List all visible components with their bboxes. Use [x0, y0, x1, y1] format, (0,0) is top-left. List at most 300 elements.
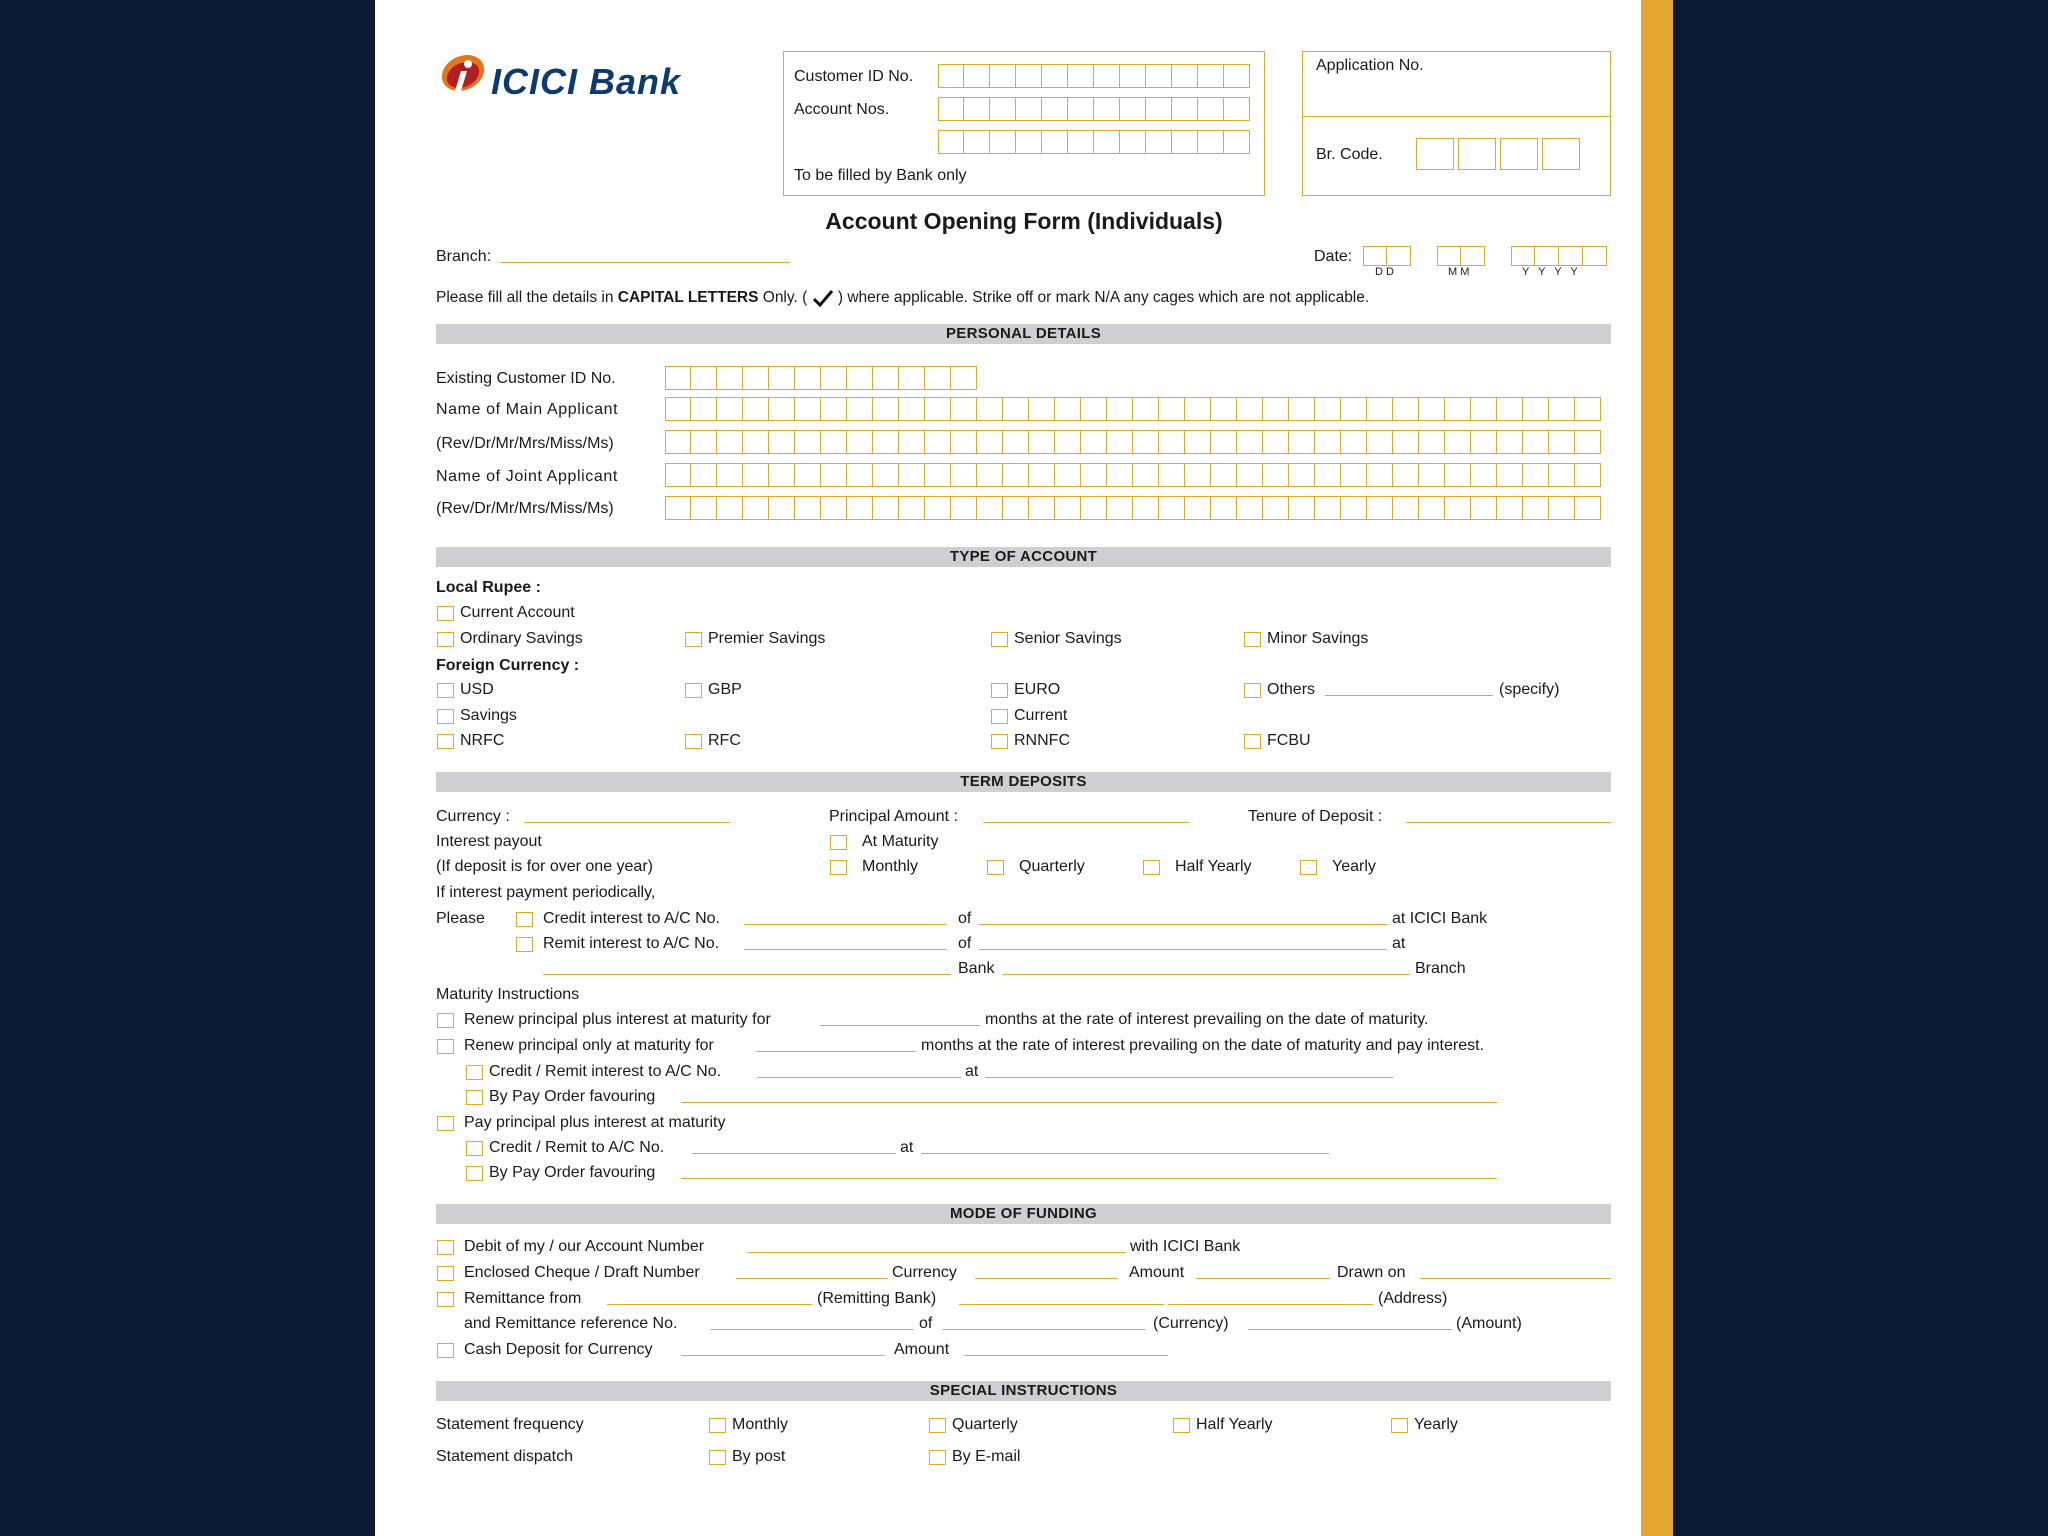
char-cell[interactable]: [847, 430, 873, 454]
char-cell[interactable]: [1393, 397, 1419, 421]
char-cell[interactable]: [925, 366, 951, 390]
char-cell[interactable]: [1003, 496, 1029, 520]
char-cell[interactable]: [795, 430, 821, 454]
char-cell[interactable]: [1523, 496, 1549, 520]
char-cell[interactable]: [899, 496, 925, 520]
char-cell[interactable]: [665, 397, 691, 421]
branch-field[interactable]: [500, 262, 790, 263]
char-cell[interactable]: [691, 496, 717, 520]
char-cell[interactable]: [1419, 397, 1445, 421]
gbp-label: GBP: [708, 681, 742, 698]
char-cell[interactable]: [1198, 64, 1224, 88]
char-cell[interactable]: [1497, 496, 1523, 520]
char-cell[interactable]: [717, 366, 743, 390]
date-yyyy-cells[interactable]: [1511, 246, 1607, 266]
char-cell[interactable]: [964, 64, 990, 88]
char-cell[interactable]: [1471, 397, 1497, 421]
at-icici-label: at ICICI Bank: [1392, 910, 1488, 927]
euro-checkbox[interactable]: [991, 683, 1008, 698]
char-cell[interactable]: [1120, 64, 1146, 88]
char-cell[interactable]: [717, 397, 743, 421]
char-cell[interactable]: [977, 496, 1003, 520]
char-cell[interactable]: [951, 397, 977, 421]
char-cell[interactable]: [1393, 496, 1419, 520]
char-cell[interactable]: [821, 496, 847, 520]
credit-remit-at3-label: at: [900, 1139, 914, 1156]
char-cell[interactable]: [1172, 97, 1198, 121]
char-cell[interactable]: [769, 397, 795, 421]
account-no-cells-1[interactable]: [938, 97, 1250, 121]
char-cell[interactable]: [1263, 430, 1289, 454]
at-maturity-checkbox[interactable]: [830, 835, 847, 850]
char-cell[interactable]: [1029, 463, 1055, 487]
char-cell[interactable]: [691, 463, 717, 487]
char-cell[interactable]: [1211, 430, 1237, 454]
char-cell[interactable]: [1003, 430, 1029, 454]
char-cell[interactable]: [938, 97, 964, 121]
char-cell[interactable]: [1081, 496, 1107, 520]
char-cell[interactable]: [951, 366, 977, 390]
existing-id-cells[interactable]: [665, 366, 977, 390]
char-cell[interactable]: [1497, 430, 1523, 454]
foreign-currency-label: Foreign Currency :: [436, 657, 580, 674]
remittance-checkbox[interactable]: [437, 1292, 454, 1307]
char-cell[interactable]: [1237, 397, 1263, 421]
credit-remit-field[interactable]: [692, 1153, 896, 1154]
char-cell[interactable]: [821, 463, 847, 487]
rfc-checkbox[interactable]: [685, 734, 702, 749]
char-cell[interactable]: [1185, 463, 1211, 487]
char-cell[interactable]: [1003, 397, 1029, 421]
char-cell[interactable]: [1003, 463, 1029, 487]
char-cell[interactable]: [1185, 430, 1211, 454]
remitting-bank-field[interactable]: [959, 1304, 1164, 1305]
char-cell[interactable]: [1263, 463, 1289, 487]
char-cell[interactable]: [691, 366, 717, 390]
char-cell[interactable]: [847, 397, 873, 421]
char-cell[interactable]: [1081, 430, 1107, 454]
char-cell[interactable]: [1081, 463, 1107, 487]
credit-of-label: of: [958, 910, 972, 927]
char-cell[interactable]: [1107, 496, 1133, 520]
application-divider: [1302, 116, 1611, 117]
cash-deposit-checkbox[interactable]: [437, 1343, 454, 1358]
renew-p-months-field[interactable]: [756, 1051, 916, 1052]
char-cell[interactable]: [1055, 496, 1081, 520]
char-cell[interactable]: [1341, 496, 1367, 520]
renew-pi-checkbox[interactable]: [437, 1013, 454, 1028]
char-cell[interactable]: [717, 463, 743, 487]
remit-branch-field[interactable]: [1002, 974, 1410, 975]
char-cell[interactable]: [665, 463, 691, 487]
char-cell[interactable]: [769, 366, 795, 390]
char-cell[interactable]: [1237, 463, 1263, 487]
current-account-checkbox[interactable]: [437, 606, 454, 621]
char-cell[interactable]: [1583, 246, 1607, 266]
char-cell[interactable]: [743, 463, 769, 487]
char-cell[interactable]: [1437, 246, 1461, 266]
ordinary-savings-checkbox[interactable]: [437, 632, 454, 647]
char-cell[interactable]: [821, 397, 847, 421]
stmt-monthly-checkbox[interactable]: [709, 1418, 726, 1433]
char-cell[interactable]: [1289, 430, 1315, 454]
char-cell[interactable]: [1341, 430, 1367, 454]
section-term-deposits: TERM DEPOSITS: [436, 772, 1611, 792]
date-mm-cells[interactable]: [1437, 246, 1485, 266]
char-cell[interactable]: [1341, 463, 1367, 487]
char-cell[interactable]: [1315, 430, 1341, 454]
char-cell[interactable]: [1575, 463, 1601, 487]
char-cell[interactable]: [1107, 463, 1133, 487]
char-cell[interactable]: [795, 397, 821, 421]
char-cell[interactable]: [1497, 463, 1523, 487]
customer-id-cells[interactable]: [938, 64, 1250, 88]
char-cell[interactable]: [1419, 430, 1445, 454]
stmt-quarterly-checkbox[interactable]: [929, 1418, 946, 1433]
remitting-address-field[interactable]: [1168, 1304, 1373, 1305]
char-cell[interactable]: [1559, 246, 1583, 266]
char-cell[interactable]: [925, 463, 951, 487]
char-cell[interactable]: [1237, 430, 1263, 454]
credit-interest-checkbox[interactable]: [516, 912, 533, 927]
char-cell[interactable]: [1198, 97, 1224, 121]
joint-applicant-cells-2[interactable]: [665, 496, 1601, 520]
payout-yearly-checkbox[interactable]: [1300, 860, 1317, 875]
nrfc-checkbox[interactable]: [437, 734, 454, 749]
remit-interest-ac-field[interactable]: [744, 949, 947, 950]
char-cell[interactable]: [1549, 430, 1575, 454]
credit-remit-checkbox[interactable]: [466, 1141, 483, 1156]
debit-checkbox[interactable]: [437, 1240, 454, 1255]
char-cell[interactable]: [1549, 397, 1575, 421]
char-cell[interactable]: [1471, 430, 1497, 454]
renew-p-checkbox[interactable]: [437, 1039, 454, 1054]
dispatch-email-checkbox[interactable]: [929, 1450, 946, 1465]
char-cell[interactable]: [1068, 64, 1094, 88]
pay-order-2-field[interactable]: [681, 1178, 1497, 1179]
char-cell[interactable]: [1367, 397, 1393, 421]
char-cell[interactable]: [899, 430, 925, 454]
char-cell[interactable]: [899, 366, 925, 390]
char-cell[interactable]: [1159, 430, 1185, 454]
char-cell[interactable]: [1159, 397, 1185, 421]
char-cell[interactable]: [1445, 397, 1471, 421]
char-cell[interactable]: [1419, 463, 1445, 487]
char-cell[interactable]: [873, 463, 899, 487]
remit-interest-checkbox[interactable]: [516, 937, 533, 952]
char-cell[interactable]: [925, 430, 951, 454]
char-cell[interactable]: [1224, 130, 1250, 154]
credit-remit-interest-checkbox[interactable]: [466, 1065, 483, 1080]
cheque-amount-field[interactable]: [1196, 1278, 1330, 1279]
char-cell[interactable]: [1016, 97, 1042, 121]
char-cell[interactable]: [769, 496, 795, 520]
char-cell[interactable]: [1523, 397, 1549, 421]
char-cell[interactable]: [1042, 130, 1068, 154]
cheque-checkbox[interactable]: [437, 1266, 454, 1281]
credit-remit-at-field[interactable]: [985, 1077, 1393, 1078]
char-cell[interactable]: [1094, 97, 1120, 121]
char-cell[interactable]: [1120, 97, 1146, 121]
char-cell[interactable]: [1107, 397, 1133, 421]
char-cell[interactable]: [1575, 397, 1601, 421]
char-cell[interactable]: [821, 366, 847, 390]
char-cell[interactable]: [1094, 64, 1120, 88]
char-cell[interactable]: [847, 496, 873, 520]
char-cell[interactable]: [1575, 496, 1601, 520]
cheque-currency-field[interactable]: [975, 1278, 1118, 1279]
main-applicant-cells-2[interactable]: [665, 430, 1601, 454]
renew-pi-months-field[interactable]: [820, 1025, 980, 1026]
char-cell[interactable]: [1315, 496, 1341, 520]
char-cell[interactable]: [1133, 463, 1159, 487]
cash-amount-field[interactable]: [964, 1355, 1168, 1356]
drawn-on-field[interactable]: [1420, 1278, 1611, 1279]
char-cell[interactable]: [1211, 463, 1237, 487]
payout-monthly-checkbox[interactable]: [830, 860, 847, 875]
char-cell[interactable]: [977, 430, 1003, 454]
interest-payout-label: Interest payout: [436, 833, 542, 850]
char-cell[interactable]: [1511, 246, 1535, 266]
char-cell[interactable]: [1523, 463, 1549, 487]
char-cell[interactable]: [1094, 130, 1120, 154]
credit-remit-at3-field[interactable]: [921, 1153, 1329, 1154]
char-cell[interactable]: [925, 397, 951, 421]
char-cell[interactable]: [1315, 463, 1341, 487]
char-cell[interactable]: [951, 463, 977, 487]
char-cell[interactable]: [821, 430, 847, 454]
td-currency-field[interactable]: [524, 822, 730, 823]
char-cell[interactable]: [1224, 64, 1250, 88]
account-nos-label: Account Nos.: [794, 101, 890, 118]
remittance-from-field[interactable]: [607, 1304, 812, 1305]
pay-pi-checkbox[interactable]: [437, 1116, 454, 1131]
char-cell[interactable]: [1461, 246, 1485, 266]
char-cell[interactable]: [795, 463, 821, 487]
char-cell[interactable]: [1211, 496, 1237, 520]
fcbu-checkbox[interactable]: [1244, 734, 1261, 749]
credit-interest-ac-field[interactable]: [744, 924, 947, 925]
char-cell[interactable]: [1172, 130, 1198, 154]
char-cell[interactable]: [1146, 64, 1172, 88]
char-cell[interactable]: [1224, 97, 1250, 121]
char-cell[interactable]: [964, 130, 990, 154]
main-applicant-cells-1[interactable]: [665, 397, 1601, 421]
char-cell[interactable]: [1042, 97, 1068, 121]
debit-account-field[interactable]: [748, 1252, 1126, 1253]
char-cell[interactable]: [1445, 430, 1471, 454]
char-cell[interactable]: [717, 430, 743, 454]
char-cell[interactable]: [1133, 397, 1159, 421]
char-cell[interactable]: [1146, 97, 1172, 121]
char-cell[interactable]: [1445, 496, 1471, 520]
joint-applicant-cells-1[interactable]: [665, 463, 1601, 487]
td-principal-field[interactable]: [983, 822, 1189, 823]
char-cell[interactable]: [1263, 496, 1289, 520]
rnnfc-checkbox[interactable]: [991, 734, 1008, 749]
char-cell[interactable]: [1211, 397, 1237, 421]
char-cell[interactable]: [1535, 246, 1559, 266]
credit-of-field[interactable]: [979, 924, 1387, 925]
others-checkbox[interactable]: [1244, 683, 1261, 698]
char-cell[interactable]: [1549, 463, 1575, 487]
char-cell[interactable]: [977, 463, 1003, 487]
pay-order-1-field[interactable]: [681, 1102, 1497, 1103]
char-cell[interactable]: [1419, 496, 1445, 520]
remit-bank-field[interactable]: [543, 974, 951, 975]
char-cell[interactable]: [1055, 463, 1081, 487]
char-cell[interactable]: [743, 366, 769, 390]
pay-order-1-checkbox[interactable]: [466, 1090, 483, 1105]
usd-checkbox[interactable]: [437, 683, 454, 698]
char-cell[interactable]: [847, 366, 873, 390]
remit-ref-field[interactable]: [710, 1329, 914, 1330]
char-cell[interactable]: [1367, 430, 1393, 454]
char-cell[interactable]: [1185, 397, 1211, 421]
remit-at-label: at: [1392, 935, 1406, 952]
char-cell[interactable]: [1341, 397, 1367, 421]
char-cell[interactable]: [1315, 397, 1341, 421]
char-cell[interactable]: [795, 366, 821, 390]
minor-savings-checkbox[interactable]: [1244, 632, 1261, 647]
customer-id-label: Customer ID No.: [794, 68, 914, 85]
char-cell[interactable]: [1387, 246, 1411, 266]
char-cell[interactable]: [1159, 463, 1185, 487]
char-cell[interactable]: [899, 463, 925, 487]
senior-savings-checkbox[interactable]: [991, 632, 1008, 647]
char-cell[interactable]: [1159, 496, 1185, 520]
date-dd-cells[interactable]: [1363, 246, 1411, 266]
gbp-checkbox[interactable]: [685, 683, 702, 698]
char-cell[interactable]: [1120, 130, 1146, 154]
char-cell[interactable]: [1029, 430, 1055, 454]
char-cell[interactable]: [743, 397, 769, 421]
char-cell[interactable]: [1146, 130, 1172, 154]
char-cell[interactable]: [1133, 430, 1159, 454]
char-cell[interactable]: [1198, 130, 1224, 154]
char-cell[interactable]: [691, 397, 717, 421]
char-cell[interactable]: [847, 463, 873, 487]
section-type-of-account: TYPE OF ACCOUNT: [436, 547, 1611, 567]
char-cell[interactable]: [1367, 496, 1393, 520]
char-cell[interactable]: [873, 496, 899, 520]
main-titles-label: (Rev/Dr/Mr/Mrs/Miss/Ms): [436, 435, 614, 452]
td-principal-label: Principal Amount :: [829, 808, 958, 825]
char-cell[interactable]: [990, 97, 1016, 121]
char-cell[interactable]: [1068, 130, 1094, 154]
char-cell[interactable]: [938, 64, 964, 88]
char-cell[interactable]: [1237, 496, 1263, 520]
char-cell[interactable]: [1042, 64, 1068, 88]
cheque-number-field[interactable]: [736, 1278, 888, 1279]
char-cell[interactable]: [899, 397, 925, 421]
char-cell[interactable]: [1523, 430, 1549, 454]
char-cell[interactable]: [990, 64, 1016, 88]
char-cell[interactable]: [1367, 463, 1393, 487]
char-cell[interactable]: [1107, 430, 1133, 454]
payout-quarterly-checkbox[interactable]: [987, 860, 1004, 875]
char-cell[interactable]: [1081, 397, 1107, 421]
char-cell[interactable]: [769, 463, 795, 487]
char-cell[interactable]: [925, 496, 951, 520]
char-cell[interactable]: [1016, 64, 1042, 88]
char-cell[interactable]: [1029, 397, 1055, 421]
char-cell[interactable]: [1445, 463, 1471, 487]
char-cell[interactable]: [1393, 430, 1419, 454]
stmt-yearly-checkbox[interactable]: [1391, 1418, 1408, 1433]
remit-of-field-2[interactable]: [942, 1329, 1146, 1330]
char-cell[interactable]: [990, 130, 1016, 154]
char-cell[interactable]: [1185, 496, 1211, 520]
char-cell[interactable]: [1016, 130, 1042, 154]
char-cell[interactable]: [769, 430, 795, 454]
char-cell[interactable]: [1289, 463, 1315, 487]
others-specify-field[interactable]: [1325, 695, 1493, 696]
credit-remit-interest-field[interactable]: [757, 1077, 961, 1078]
char-cell[interactable]: [1575, 430, 1601, 454]
char-cell[interactable]: [873, 430, 899, 454]
char-cell[interactable]: [1263, 397, 1289, 421]
char-cell[interactable]: [1289, 397, 1315, 421]
char-cell[interactable]: [665, 496, 691, 520]
payout-yearly-label: Yearly: [1332, 858, 1376, 875]
dispatch-post-checkbox[interactable]: [709, 1450, 726, 1465]
pay-order-2-checkbox[interactable]: [466, 1166, 483, 1181]
account-no-cells-2[interactable]: [938, 130, 1250, 154]
payout-half-yearly-checkbox[interactable]: [1143, 860, 1160, 875]
char-cell[interactable]: [795, 496, 821, 520]
char-cell[interactable]: [964, 97, 990, 121]
char-cell[interactable]: [938, 130, 964, 154]
char-cell[interactable]: [1289, 496, 1315, 520]
char-cell[interactable]: [1471, 496, 1497, 520]
char-cell[interactable]: [1363, 246, 1387, 266]
stmt-half-yearly-checkbox[interactable]: [1173, 1418, 1190, 1433]
char-cell[interactable]: [1549, 496, 1575, 520]
char-cell[interactable]: [665, 430, 691, 454]
char-cell[interactable]: [1133, 496, 1159, 520]
td-tenure-field[interactable]: [1406, 822, 1611, 823]
char-cell[interactable]: [743, 496, 769, 520]
char-cell[interactable]: [1497, 397, 1523, 421]
char-cell[interactable]: [977, 397, 1003, 421]
char-cell[interactable]: [743, 430, 769, 454]
char-cell[interactable]: [1055, 397, 1081, 421]
char-cell[interactable]: [1029, 496, 1055, 520]
char-cell[interactable]: [1172, 64, 1198, 88]
remit-of-field[interactable]: [979, 949, 1387, 950]
remit-currency-field[interactable]: [1248, 1329, 1452, 1330]
char-cell[interactable]: [951, 430, 977, 454]
char-cell[interactable]: [951, 496, 977, 520]
char-cell[interactable]: [1393, 463, 1419, 487]
br-code-cells[interactable]: [1416, 138, 1580, 170]
premier-savings-checkbox[interactable]: [685, 632, 702, 647]
cash-currency-field[interactable]: [681, 1355, 885, 1356]
char-cell[interactable]: [873, 366, 899, 390]
char-cell[interactable]: [1068, 97, 1094, 121]
payout-quarterly-label: Quarterly: [1019, 858, 1085, 875]
char-cell[interactable]: [665, 366, 691, 390]
checkmark-icon: [812, 289, 834, 307]
char-cell[interactable]: [717, 496, 743, 520]
fc-current-checkbox[interactable]: [991, 709, 1008, 724]
char-cell[interactable]: [1471, 463, 1497, 487]
char-cell[interactable]: [691, 430, 717, 454]
char-cell[interactable]: [1055, 430, 1081, 454]
char-cell[interactable]: [873, 397, 899, 421]
fc-savings-checkbox[interactable]: [437, 709, 454, 724]
